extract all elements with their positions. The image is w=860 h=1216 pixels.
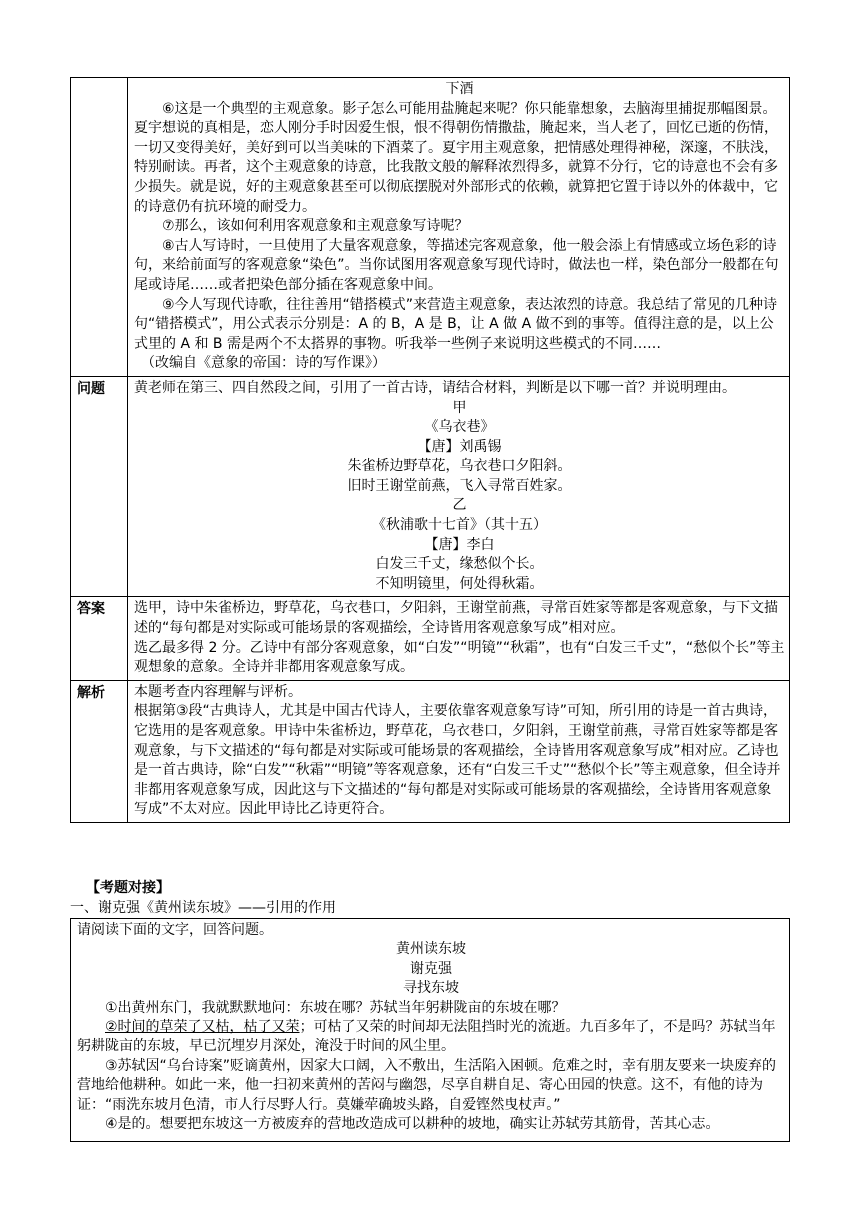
answer-paragraph-1: 选甲，诗中朱雀桥边，野草花，乌衣巷口，夕阳斜，王谢堂前燕，寻常百姓家等都是客观意象，与下文描述的“每句都是对实际或可能场景的客观描绘，全诗皆用客观意象写成”相对应。 — [134, 600, 778, 637]
passage-cell — [128, 78, 790, 377]
reading-paragraph-2 — [77, 1018, 785, 1057]
poem-a-title: 《乌衣巷》 — [424, 419, 495, 436]
passage-paragraph-6: ⑥这是一个典型的主观意象。影子怎么可能用盐腌起来呢？你只能靠想象，去脑海里捕捉那幅图景。夏宇想说的真相是，恋人刚分手时因爱生恨，恨不得朝伤情撒盐，腌起来，当人老了，回忆已逝的伤情，一切又变得美好，美好到可以当美味的下酒菜了。夏宇用主观意象，把情感处理得神秘，深邃，不肤浅，特别耐读。再者，这个主观意象的诗意，比我散文般的解释浓烈得多，就算不分行，它的诗意也不会有多少损失。就是说，好的主观意象甚至可以彻底摆脱对外部形式的依赖，就算把它置于诗以外的体裁中，它的诗意仍有抗环境的耐受力。 — [134, 100, 778, 215]
answer-cell — [128, 597, 790, 680]
underlined-phrase: ②时间的草荣了又枯，枯了又荣 — [105, 1019, 300, 1036]
analysis-paragraph-1: 本题考查内容理解与评析。 — [134, 683, 302, 700]
poem-b-line-2: 不知明镜里，何处得秋霜。 — [375, 575, 544, 592]
reading-paragraph-3: ③苏轼因“乌台诗案”贬谪黄州，因家大口阔，入不敷出，生活陷入困顿。危难之时，幸有朋友要来一块废弃的营地给他耕种。如此一来，他一扫初来黄州的苦闷与幽怨，尽享自耕自足、寄心田园的快意。这不，有他的诗为证：“雨洗东坡月色清，市人行尽野人行。莫嫌荦确坡头路，自爱铿然曳杖声。” — [77, 1057, 777, 1113]
poem-a-tag: 甲 — [452, 399, 467, 416]
reading-instruction: 请阅读下面的文字，回答问题。 — [77, 922, 273, 938]
reading-passage-box — [70, 918, 790, 1142]
reading-paragraph-4: ④是的。想要把东坡这一方被废弃的营地改造成可以耕种的坡地，确实让苏轼劳其筋骨，苦其心志。 — [105, 1116, 720, 1133]
poem-a-author: 【唐】刘禹锡 — [417, 438, 502, 455]
passage-paragraph-8: ⑧古人写诗时，一旦使用了大量客观意象，等描述完客观意象，他一般会添上有情感或立场色彩的诗句，来给前面写的客观意象“染色”。当你试图用客观意象写现代诗时，做法也一样，染色部分一般都在句尾或诗尾……或者把染色部分插在客观意象中间。 — [134, 237, 779, 293]
passage-row — [71, 78, 790, 377]
passage-label-cell — [71, 78, 128, 377]
reading-title: 黄州读东坡 — [396, 941, 466, 958]
answer-label: 答案 — [71, 597, 128, 680]
analysis-cell — [128, 680, 790, 822]
analysis-label: 解析 — [71, 680, 128, 822]
question-label: 问题 — [71, 376, 128, 597]
reading-author: 谢克强 — [410, 960, 452, 977]
analysis-paragraph-2: 根据第③段“古典诗人，尤其是中国古代诗人，主要依靠客观意象写诗”可知，所引用的诗是一首古典诗，它选用的是客观意象。甲诗中朱雀桥边，野草花，乌衣巷口，夕阳斜，王谢堂前燕，寻常百姓家等都是客观意象，与下文描述的“每句都是对实际或可能场景的客观描绘，全诗皆用客观意象写成”相对应。乙诗也是一首古典诗，除“白发”“秋霜”“明镜”等客观意象，还有“白发三千丈”“愁似个长”等主观意象，但全诗并非都用客观意象写成，因此这与下文描述的“每句都是对实际或可能场景的客观描绘，全诗皆用客观意象写成”不太对应。因此甲诗比乙诗更符合。 — [134, 703, 781, 818]
question-table — [70, 77, 790, 823]
poem-b-title: 《秋浦歌十七首》（其十五） — [372, 517, 547, 534]
poem-a-line-1: 朱雀桥边野草花，乌衣巷口夕阳斜。 — [347, 458, 572, 475]
poem-b-line-1: 白发三千丈，缘愁似个长。 — [375, 556, 544, 573]
reading-paragraph-2-rest: ；可枯了又荣的时间却无法阻挡时光的流逝。九百多年了，不是吗？苏轼当年躬耕陇亩的东坡，早已沉埋岁月深处，淹没于时间的风尘里。 — [77, 1019, 776, 1055]
passage-source: （改编自《意象的帝国：诗的写作课》） — [141, 355, 386, 372]
poem-a-line-2: 旧时王谢堂前燕，飞入寻常百姓家。 — [347, 477, 572, 494]
answer-row — [71, 597, 790, 680]
question-cell — [128, 376, 790, 597]
passage-paragraph-9: ⑨今人写现代诗歌，往往善用“错搭模式”来营造主观意象，表达浓烈的诗意。我总结了常见的几种诗句“错搭模式”，用公式表示分别是：A 的 B，A 是 B，让 A 做 A 做不到的事等。值得注意的是，以上公式里的 A 和 B 需是两个不太搭界的事物。听我举一些例子来说明这些模式的不同…… — [134, 296, 778, 352]
exam-link-heading: 【考题对接】 — [86, 880, 170, 896]
exam-link-subheading: 一、谢克强《黄州读东坡》——引用的作用 — [70, 900, 336, 916]
reading-subtitle: 寻找东坡 — [403, 980, 459, 997]
question-row — [71, 376, 790, 597]
answer-paragraph-2: 选乙最多得 2 分。乙诗中有部分客观意象，如“白发”“明镜”“秋霜”，也有“白发三千丈”，“愁似个长”等主观想象的意象。全诗并非都用客观意象写成。 — [134, 639, 785, 676]
poem-b-tag: 乙 — [452, 497, 467, 514]
poem-b-author: 【唐】李白 — [424, 536, 495, 553]
passage-paragraph-7: ⑦那么，该如何利用客观意象和主观意象写诗呢？ — [162, 218, 469, 235]
reading-paragraph-1: ①出黄州东门，我就默默地问：东坡在哪？苏轼当年躬耕陇亩的东坡在哪？ — [105, 999, 566, 1016]
analysis-row — [71, 680, 790, 822]
question-prompt: 黄老师在第三、四自然段之间，引用了一首古诗，请结合材料，判断是以下哪一首？并说明理由。 — [134, 379, 736, 396]
passage-heading-end: 下酒 — [445, 81, 474, 97]
